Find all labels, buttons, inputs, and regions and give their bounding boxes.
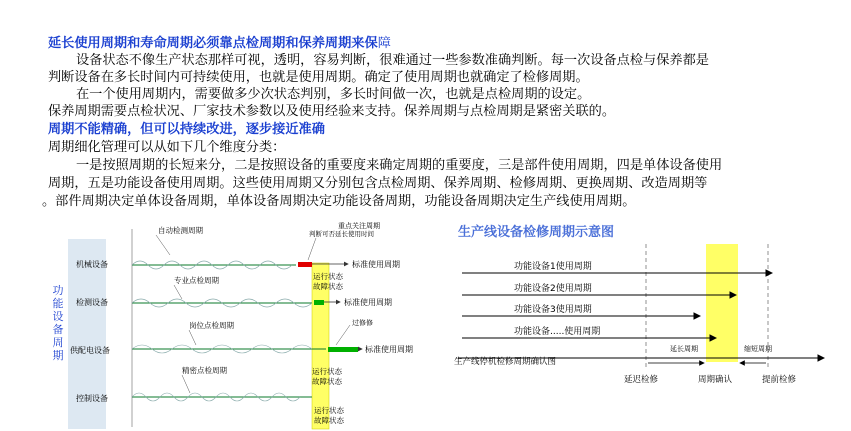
paragraph-1-line-1: 设备状态不像生产状态那样可视，透明，容易判断，很难通过一些参数准确判断。每一次设备点检与保养都是 (76, 53, 709, 68)
device-label: 机械设备 (76, 260, 108, 269)
side-title-char: 设 (52, 310, 64, 323)
period-leader (156, 235, 170, 255)
paragraph-5-line-2: 周期，五是功能设备使用周期。这些使用周期又分别包含点检周期、保养周期、检修周期、更换周期、改造周期等 (48, 176, 708, 191)
callout-key: 重点关注周期 (338, 222, 380, 230)
marker-green (314, 300, 324, 305)
period-leader (189, 330, 196, 345)
standard-label: 标准使用周期 (344, 298, 392, 307)
paragraph-1-line-2: 判断设备在多长时间内可持续使用，也就是使用周期。确定了使用周期也就确定了检修周期。 (48, 70, 589, 85)
paragraph-3-line-1: 保养周期需要点检状况、厂家技术参数以及使用经验来支持。保养周期与点检周期是紧密关联的。 (48, 104, 616, 119)
focus-marker-red (298, 262, 312, 267)
overuse-label: 过修修 (352, 319, 373, 327)
standard-label: 标准使用周期 (365, 345, 413, 354)
period-label: 专业点检周期 (174, 276, 219, 285)
period-label: 自动检测周期 (158, 226, 203, 235)
callout-sub: 判断可否延长使用时间 (309, 230, 374, 238)
paragraph-4-line-1: 周期细化管理可以从如下几个维度分类： (48, 140, 286, 155)
device-label: 检测设备 (76, 298, 108, 307)
usage-label: 功能设备.....使用周期 (514, 327, 601, 337)
extend-label: 延长周期 (670, 345, 698, 353)
device-row (76, 275, 392, 345)
overuse-leader (336, 325, 350, 345)
device-row (76, 365, 344, 425)
usage-label: 功能设备2使用周期 (514, 284, 592, 294)
function-device-cycle-diagram (46, 221, 426, 430)
bottom-left-caption: 生产线停机检修周期确认图 (454, 357, 557, 367)
device-row (70, 320, 413, 386)
period-leader (182, 375, 190, 393)
standard-label: 标准使用周期 (352, 260, 400, 269)
side-title-char: 能 (52, 297, 64, 310)
status-run: 运行状态 (312, 367, 342, 376)
heading-extend-life (48, 35, 391, 52)
side-title-char: 周 (52, 336, 64, 349)
usage-label: 功能设备1使用周期 (514, 262, 592, 272)
marker-green (328, 347, 358, 352)
axis-label-delay: 延迟检修 (624, 375, 659, 385)
paragraph-5-line-1: 一是按照周期的长短来分，二是按照设备的重要度来确定周期的重要度，三是部件使用周期，四是单体设备使用 (76, 158, 723, 173)
status-fault: 故障状态 (314, 416, 344, 425)
status-fault: 故障状态 (313, 282, 343, 291)
heading-extend-life-main: 延长使用周期和寿命周期必须靠点检周期和保养周期来保 (48, 36, 378, 51)
usage-label: 功能设备3使用周期 (514, 305, 592, 315)
device-row (76, 221, 400, 291)
callout-leader (308, 238, 316, 260)
side-title-char: 功 (52, 284, 64, 297)
side-title-char: 备 (52, 323, 64, 336)
heading-extend-life-last: 障 (377, 36, 391, 51)
paragraph-5-line-3: 。部件周期决定单体设备周期，单体设备周期决定功能设备周期，功能设备周期决定生产线使用周期。 (42, 194, 636, 209)
cycle-confirm-highlight (706, 244, 738, 362)
device-label: 控制设备 (76, 394, 108, 403)
diagram-title: 生产线设备检修周期示意图 (458, 225, 615, 240)
axis-label-confirm: 周期确认 (698, 375, 733, 385)
status-run: 运行状态 (314, 406, 344, 415)
device-label: 供配电设备 (70, 346, 110, 355)
period-label: 岗位点检周期 (189, 321, 234, 330)
status-run: 运行状态 (313, 272, 343, 281)
production-line-maintenance-diagram (452, 222, 842, 387)
shorten-label: 缩短周期 (744, 345, 772, 353)
axis-label-advance: 提前检修 (762, 375, 797, 385)
side-title-char: 期 (52, 349, 64, 362)
heading-improve: 周期不能精确，但可以持续改进，逐步接近准确 (48, 122, 325, 137)
status-fault: 故障状态 (312, 377, 342, 386)
paragraph-2-line-1: 在一个使用周期内，需要做多少次状态判别，多长时间做一次，也就是点检周期的设定。 (76, 87, 591, 102)
period-leader (174, 285, 182, 299)
period-label: 精密点检周期 (182, 366, 227, 375)
